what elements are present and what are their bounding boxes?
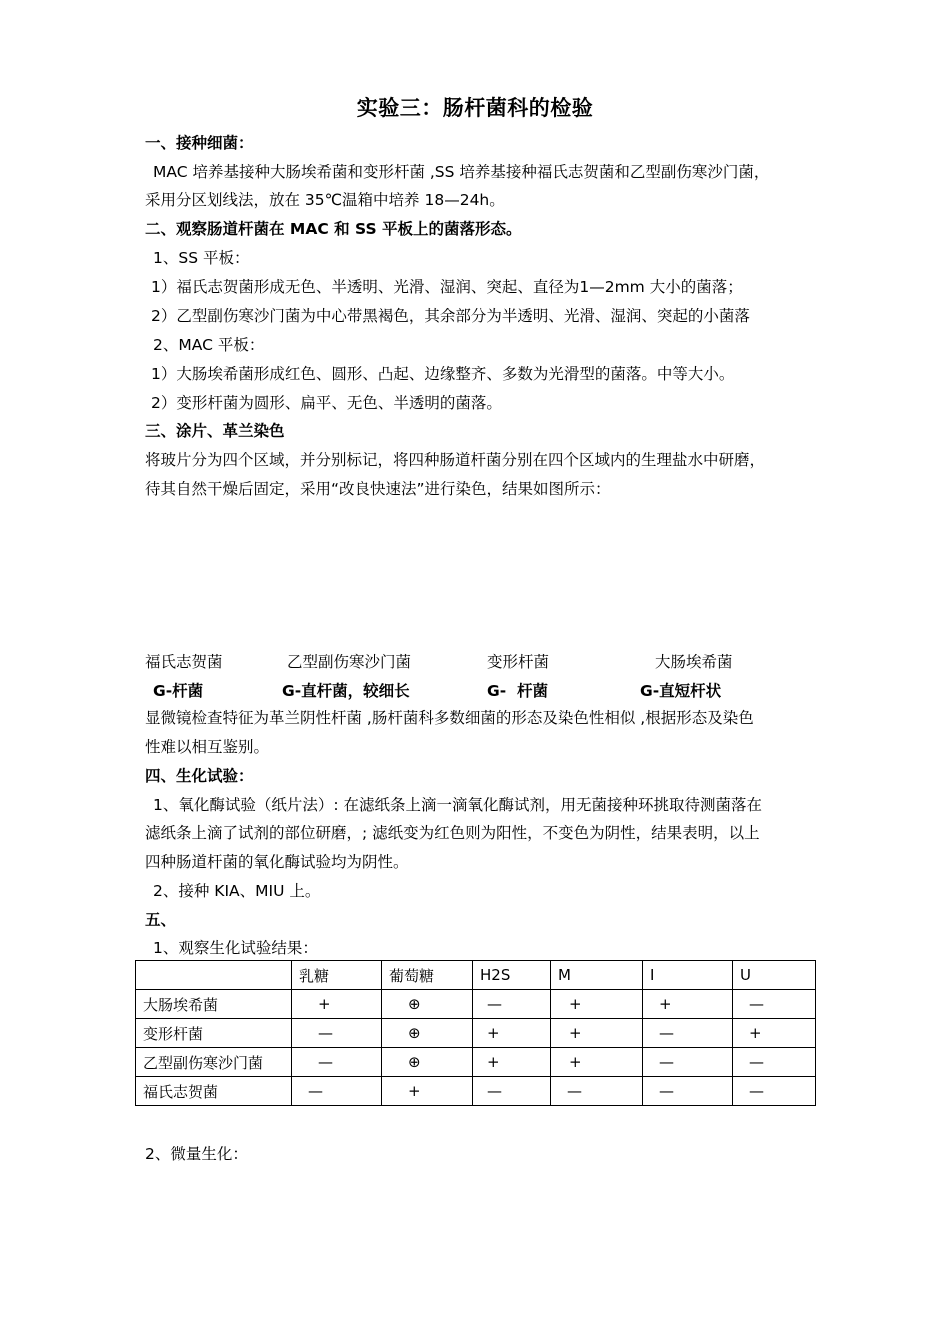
table-cell: — xyxy=(292,1077,382,1106)
table-header-row xyxy=(136,961,816,990)
table-header-cell xyxy=(136,961,292,990)
table-cell: — xyxy=(473,990,551,1019)
section3-note2: 性难以相互鉴别。 xyxy=(145,738,270,756)
table-cell: — xyxy=(733,1048,816,1077)
table-header-cell: 乳糖 xyxy=(292,961,382,990)
table-cell: + xyxy=(551,1019,643,1048)
table-cell: — xyxy=(643,1077,733,1106)
caption-shigella: 福氏志贺菌 xyxy=(145,653,223,671)
table-cell: + xyxy=(382,1077,473,1106)
table-header-cell: I xyxy=(643,961,733,990)
table-cell: + xyxy=(551,990,643,1019)
table-header-cell: M xyxy=(551,961,643,990)
section3-line2: 待其自然干燥后固定，采用“改良快速法”进行染色，结果如图所示： xyxy=(145,480,611,498)
table-cell: — xyxy=(292,1019,382,1048)
section5-sub2: 2、微量生化： xyxy=(145,1145,248,1163)
table-row xyxy=(136,1077,816,1106)
page-title: 实验三：肠杆菌科的检验 xyxy=(356,96,594,120)
section4-line3: 四种肠道杆菌的氧化酶试验均为阴性。 xyxy=(145,853,409,871)
section3-note1: 显微镜检查特征为革兰阴性杆菌 ,肠杆菌科多数细菌的形态及染色性相似 ,根据形态及染色 xyxy=(145,709,754,727)
table-header-cell: U xyxy=(733,961,816,990)
table-header-cell: H2S xyxy=(473,961,551,990)
section4-line2: 滤纸条上滴了试剂的部位研磨，; 滤纸变为红色则为阳性，不变色为阴性，结果表明，以上 xyxy=(145,824,760,842)
table-row-label: 大肠埃希菌 xyxy=(136,990,292,1019)
mac-item-2: 2）变形杆菌为圆形、扁平、无色、半透明的菌落。 xyxy=(151,394,502,412)
section5-sub1: 1、观察生化试验结果： xyxy=(153,939,318,957)
table-cell: — xyxy=(733,990,816,1019)
ss-item-1: 1）福氏志贺菌形成无色、半透明、光滑、湿润、突起、直径为1—2mm 大小的菌落； xyxy=(151,278,743,296)
micrograph-area xyxy=(145,510,815,640)
table-cell: — xyxy=(551,1077,643,1106)
table-cell: + xyxy=(551,1048,643,1077)
table-cell: + xyxy=(643,990,733,1019)
section3-line1: 将玻片分为四个区域，并分别标记，将四种肠道杆菌分别在四个区域内的生理盐水中研磨， xyxy=(145,451,766,469)
table-row xyxy=(136,990,816,1019)
table-cell: — xyxy=(643,1048,733,1077)
result-shigella: G-杆菌 xyxy=(153,682,204,700)
biochem-results-table xyxy=(135,960,816,1106)
section3-heading: 三、涂片、革兰染色 xyxy=(145,422,285,440)
table-cell: — xyxy=(643,1019,733,1048)
table-cell: ⊕ xyxy=(382,990,473,1019)
table-row xyxy=(136,1019,816,1048)
ss-item-2: 2）乙型副伤寒沙门菌为中心带黑褐色，其余部分为半透明、光滑、湿润、突起的小菌落 xyxy=(151,307,750,325)
result-salmonella: G-直杆菌，较细长 xyxy=(282,682,410,700)
table-row-label: 变形杆菌 xyxy=(136,1019,292,1048)
section1-line1: MAC 培养基接种大肠埃希菌和变形杆菌 ,SS 培养基接种福氏志贺菌和乙型副伤寒沙门菌， xyxy=(153,163,770,181)
table-row xyxy=(136,1048,816,1077)
table-cell: — xyxy=(292,1048,382,1077)
table-cell: + xyxy=(473,1048,551,1077)
section4-line4: 2、接种 KIA、MIU 上。 xyxy=(153,882,321,900)
table-cell: — xyxy=(733,1077,816,1106)
ss-plate-label: 1、SS 平板： xyxy=(153,249,250,267)
table-cell: + xyxy=(292,990,382,1019)
table-cell: + xyxy=(473,1019,551,1048)
section1-line2: 采用分区划线法，放在 35℃温箱中培养 18—24h。 xyxy=(145,191,505,209)
section4-line1: 1、氧化酶试验（纸片法）: 在滤纸条上滴一滴氧化酶试剂，用无菌接种环挑取待测菌落在 xyxy=(153,796,763,814)
section1-heading: 一、接种细菌： xyxy=(145,134,254,152)
section2-heading: 二、观察肠道杆菌在 MAC 和 SS 平板上的菌落形态。 xyxy=(145,220,522,238)
mac-plate-label: 2、MAC 平板： xyxy=(153,336,265,354)
table-cell: — xyxy=(473,1077,551,1106)
caption-salmonella: 乙型副伤寒沙门菌 xyxy=(287,653,412,671)
table-cell: ⊕ xyxy=(382,1019,473,1048)
table-cell: ⊕ xyxy=(382,1048,473,1077)
table-cell: + xyxy=(733,1019,816,1048)
mac-item-1: 1）大肠埃希菌形成红色、圆形、凸起、边缘整齐、多数为光滑型的菌落。中等大小。 xyxy=(151,365,735,383)
section4-heading: 四、生化试验： xyxy=(145,767,254,785)
table-row-label: 福氏志贺菌 xyxy=(136,1077,292,1106)
table-header-cell: 葡萄糖 xyxy=(382,961,473,990)
caption-ecoli: 大肠埃希菌 xyxy=(655,653,733,671)
result-proteus: G- 杆菌 xyxy=(487,682,548,700)
section5-heading: 五、 xyxy=(145,911,177,929)
result-ecoli: G-直短杆状 xyxy=(640,682,722,700)
table-row-label: 乙型副伤寒沙门菌 xyxy=(136,1048,292,1077)
caption-proteus: 变形杆菌 xyxy=(487,653,550,671)
